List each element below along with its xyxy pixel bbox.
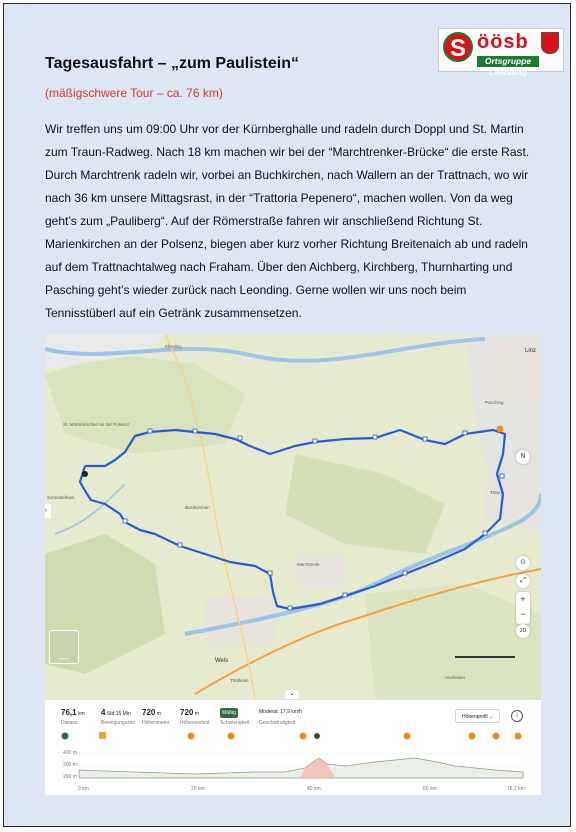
- x-tick-end: 76,2 km: [507, 786, 525, 792]
- destination-marker: [497, 426, 504, 433]
- fullscreen-button[interactable]: ⤢: [516, 574, 530, 588]
- place-thalheim: Thalheim: [230, 678, 249, 683]
- y-tick-400: 400 m: [63, 750, 77, 756]
- place-ansfelden: Ansfelden: [445, 675, 466, 680]
- chevron-down-icon: ⌄: [488, 714, 494, 720]
- place-traun: Traun: [490, 490, 502, 495]
- layers-label: Karten: [58, 656, 70, 661]
- compass-button[interactable]: N: [516, 450, 530, 464]
- zoom-control[interactable]: [516, 592, 530, 624]
- profile-type-dropdown[interactable]: Höhenprofil ⌄: [455, 709, 500, 723]
- map-canvas[interactable]: [45, 334, 541, 699]
- 3d-view-button[interactable]: 3D: [516, 624, 530, 638]
- zoom-out-button[interactable]: −: [520, 609, 526, 619]
- page-title: Tagesausfahrt – „zum Paulistein“: [45, 55, 299, 72]
- y-tick-200: 200 m: [63, 774, 77, 780]
- y-tick-300: 300 m: [63, 762, 77, 768]
- stat-duration: 4 Std 15 Min: [101, 708, 131, 717]
- speed-value: Moderat: 17,9 km/h: [259, 709, 303, 715]
- stat-descent-label: Höhenverlust: [180, 720, 210, 726]
- stat-ascent-label: Höhenmeter: [142, 720, 170, 726]
- x-tick-60: 60 km: [423, 786, 437, 792]
- x-tick-20: 20 km: [191, 786, 205, 792]
- place-wels: Wels: [215, 658, 229, 664]
- info-icon[interactable]: i: [511, 710, 523, 722]
- start-marker: [82, 471, 88, 477]
- place-eferding: Eferding: [165, 344, 182, 349]
- difficulty-badge: Mäßig: [220, 708, 238, 718]
- place-st-marienkirchen: St. Marienkirchen an der Polsenz: [63, 422, 130, 427]
- layers-button[interactable]: [49, 630, 79, 664]
- route-map[interactable]: [45, 334, 541, 699]
- difficulty-label: Schwierigkeit: [220, 720, 250, 726]
- logo-brand: öösb: [477, 31, 529, 53]
- place-linz: Linz: [525, 348, 537, 354]
- stat-distance-label: Distanz: [61, 720, 78, 726]
- collapse-left-icon[interactable]: ‹: [45, 504, 51, 518]
- scale-bar: [455, 656, 515, 658]
- stat-descent: 720 m: [180, 708, 199, 717]
- profile-waypoint-icons: [62, 732, 522, 740]
- stat-distance: 76,1 km: [61, 708, 85, 717]
- locate-me-button[interactable]: ⊙: [516, 556, 530, 570]
- zoom-in-button[interactable]: +: [520, 594, 526, 604]
- club-logo: [438, 28, 564, 77]
- speed-label: Geschwindigkeit: [259, 720, 296, 726]
- coat-of-arms-icon: [541, 32, 559, 54]
- x-tick-40: 40 km: [307, 786, 321, 792]
- elevation-panel: [45, 699, 541, 795]
- x-tick-0: 0 km: [78, 786, 89, 792]
- logo-subtitle: Ortsgruppe Leonding: [477, 56, 539, 67]
- expand-profile-icon[interactable]: ⌄: [285, 690, 299, 699]
- tour-description: Wir treffen uns um 09:00 Uhr vor der Kürnberghalle und radeln durch Doppl und St. Martin zum Traun-Radweg. Nach 18 km machen wir bei der “Marchtrenker-Brücke“ die erste Rast. Durch Marchtrenk radeln wir, vorbei an Buchkirchen, nach Wallern an der Trattnach, wo wir nach 36 km unsere Mittagsrast, in der “Trattoria Pepenero“, machen wollen. Von da weg geht’s zum „Pauliberg“. Auf der Römerstraße fahren wir anschließend Richtung St. Marienkirchen an der Polsenz, biegen aber kurz vorher Richtung Breitenaich ab und radeln auf dem Trattnachtalweg nach Fraham. Über den Aichberg, Kirchberg, Thurnharting und Pasching geht’s wieder zurück nach Leonding. Gerne wollen wir uns noch beim Tennisstüberl auf ein Getränk zusammensetzen.: [45, 122, 530, 320]
- place-schnadelham: Schnadelham: [47, 495, 75, 500]
- logo-s-badge: S: [443, 32, 473, 62]
- stat-duration-label: Bewegungszeit: [101, 720, 135, 726]
- place-buchkirchen: Buchkirchen: [185, 505, 210, 510]
- elevation-area: [79, 758, 523, 778]
- page: [3, 3, 571, 827]
- elevation-chart[interactable]: [45, 700, 541, 795]
- stat-ascent: 720 m: [142, 708, 161, 717]
- place-pasching: Pasching: [485, 400, 504, 405]
- place-marchtrenk: Marchtrenk: [297, 562, 320, 567]
- tour-subtitle: (mäßigschwere Tour – ca. 76 km): [45, 86, 223, 100]
